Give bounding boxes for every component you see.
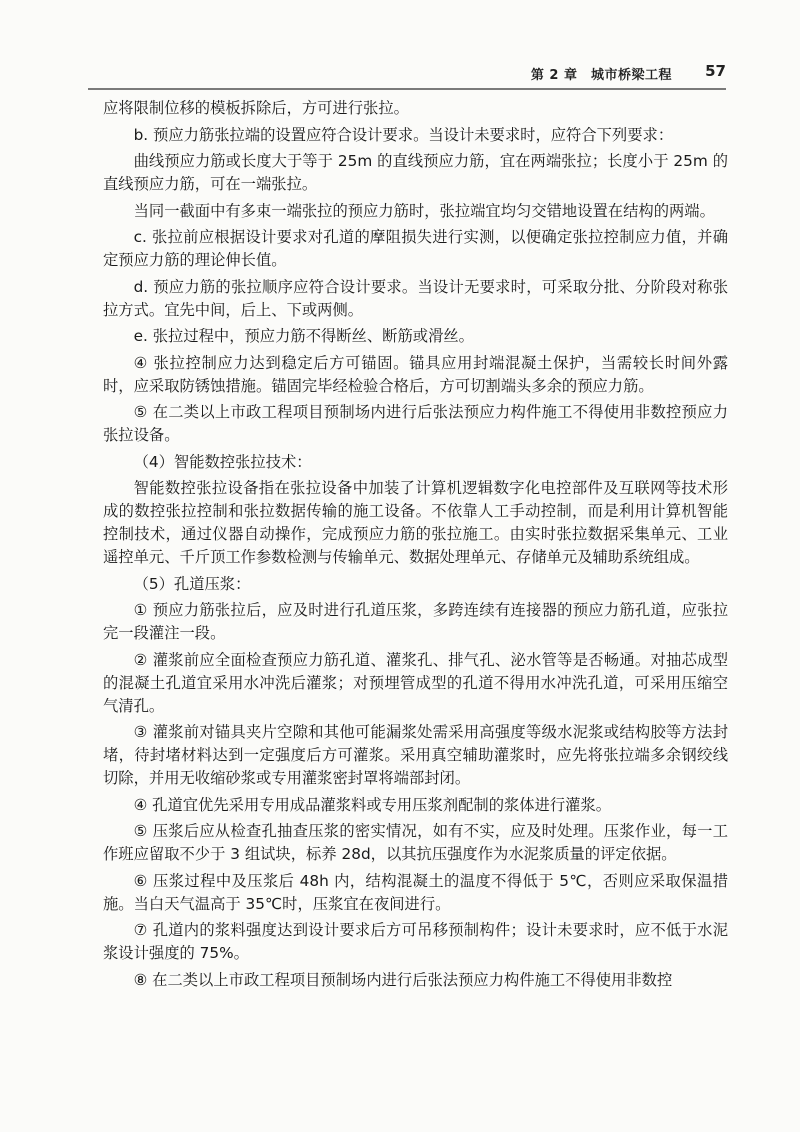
paragraph: 应将限制位移的模板拆除后，方可进行张拉。 xyxy=(103,99,409,117)
paragraph: e. 张拉过程中，预应力筋不得断丝、断筋或滑丝。 xyxy=(133,327,474,345)
section-heading: （4）智能数控张拉技术： xyxy=(133,452,312,471)
paragraph: ③ 灌浆前对锚具夹片空隙和其他可能漏浆处需采用高强度等级水泥浆或结构胶等方法封堵，待封堵材料达到一定强度后方可灌浆。采用真空辅助灌浆时，应先将张拉端多余钢绞线切除，并用无收缩砂浆或专用灌浆密封罩将端部封闭。 xyxy=(103,723,728,787)
page-body xyxy=(103,97,728,995)
running-header xyxy=(88,58,726,90)
section-heading: （5）孔道压浆： xyxy=(133,574,251,593)
paragraph: ⑤ 在二类以上市政工程项目预制场内进行后张法预应力构件施工不得使用非数控预应力张拉设备。 xyxy=(103,403,728,444)
paragraph: ⑤ 压浆后应从检查孔抽查压浆的密实情况，如有不实，应及时处理。压浆作业，每一工作班应留取不少于 3 组试块，标养 28d，以其抗压强度作为水泥浆质量的评定依据。 xyxy=(103,822,728,863)
paragraph: ④ 张拉控制应力达到稳定后方可锚固。锚具应用封端混凝土保护，当需较长时间外露时，应采取防锈蚀措施。锚固完毕经检验合格后，方可切割端头多余的预应力筋。 xyxy=(103,353,728,395)
paragraph: c. 张拉前应根据设计要求对孔道的摩阻损失进行实测，以便确定张拉控制应力值，并确定预应力筋的理论伸长值。 xyxy=(103,228,728,269)
paragraph: 曲线预应力筋或长度大于等于 25m 的直线预应力筋，宜在两端张拉；长度小于 25m 的直线预应力筋，可在一端张拉。 xyxy=(103,152,728,193)
page-number: 57 xyxy=(705,62,726,80)
paragraph: b. 预应力筋张拉端的设置应符合设计要求。当设计未要求时，应符合下列要求： xyxy=(133,125,674,144)
paragraph: d. 预应力筋的张拉顺序应符合设计要求。当设计无要求时，可采取分批、分阶段对称张拉方式。宜先中间，后上、下或两侧。 xyxy=(103,277,728,319)
paragraph: 智能数控张拉设备指在张拉设备中加装了计算机逻辑数字化电控部件及互联网等技术形成的数控张拉控制和张拉数据传输的施工设备。不依靠人工手动控制，而是利用计算机智能控制技术，通过仪器自动操作，完成预应力筋的张拉施工。由实时张拉数据采集单元、工业遥控单元、千斤顶工作参数检测与传输单元、数据处理单元、存储单元及辅助系统组成。 xyxy=(103,479,728,566)
paragraph: ① 预应力筋张拉后，应及时进行孔道压浆，多跨连续有连接器的预应力筋孔道，应张拉完一段灌注一段。 xyxy=(103,601,728,642)
paragraph: ⑦ 孔道内的浆料强度达到设计要求后方可吊移预制构件；设计未要求时，应不低于水泥浆设计强度的 75%。 xyxy=(103,921,728,962)
paragraph: ④ 孔道宜优先采用专用成品灌浆料或专用压浆剂配制的浆体进行灌浆。 xyxy=(133,795,612,814)
paragraph: 当同一截面中有多束一端张拉的预应力筋时，张拉端宜均匀交错地设置在结构的两端。 xyxy=(133,201,715,220)
paragraph: ② 灌浆前应全面检查预应力筋孔道、灌浆孔、排气孔、泌水管等是否畅通。对抽芯成型的混凝土孔道宜采用水冲洗后灌浆；对预埋管成型的孔道不得用水冲洗孔道，可采用压缩空气清孔。 xyxy=(103,650,728,715)
chapter-title: 第 2 章 城市桥梁工程 xyxy=(530,68,672,83)
paragraph: ⑧ 在二类以上市政工程项目预制场内进行后张法预应力构件施工不得使用非数控 xyxy=(133,970,673,989)
paragraph: ⑥ 压浆过程中及压浆后 48h 内，结构混凝土的温度不得低于 5℃，否则应采取保温措施。当白天气温高于 35℃时，压浆宜在夜间进行。 xyxy=(103,871,728,913)
